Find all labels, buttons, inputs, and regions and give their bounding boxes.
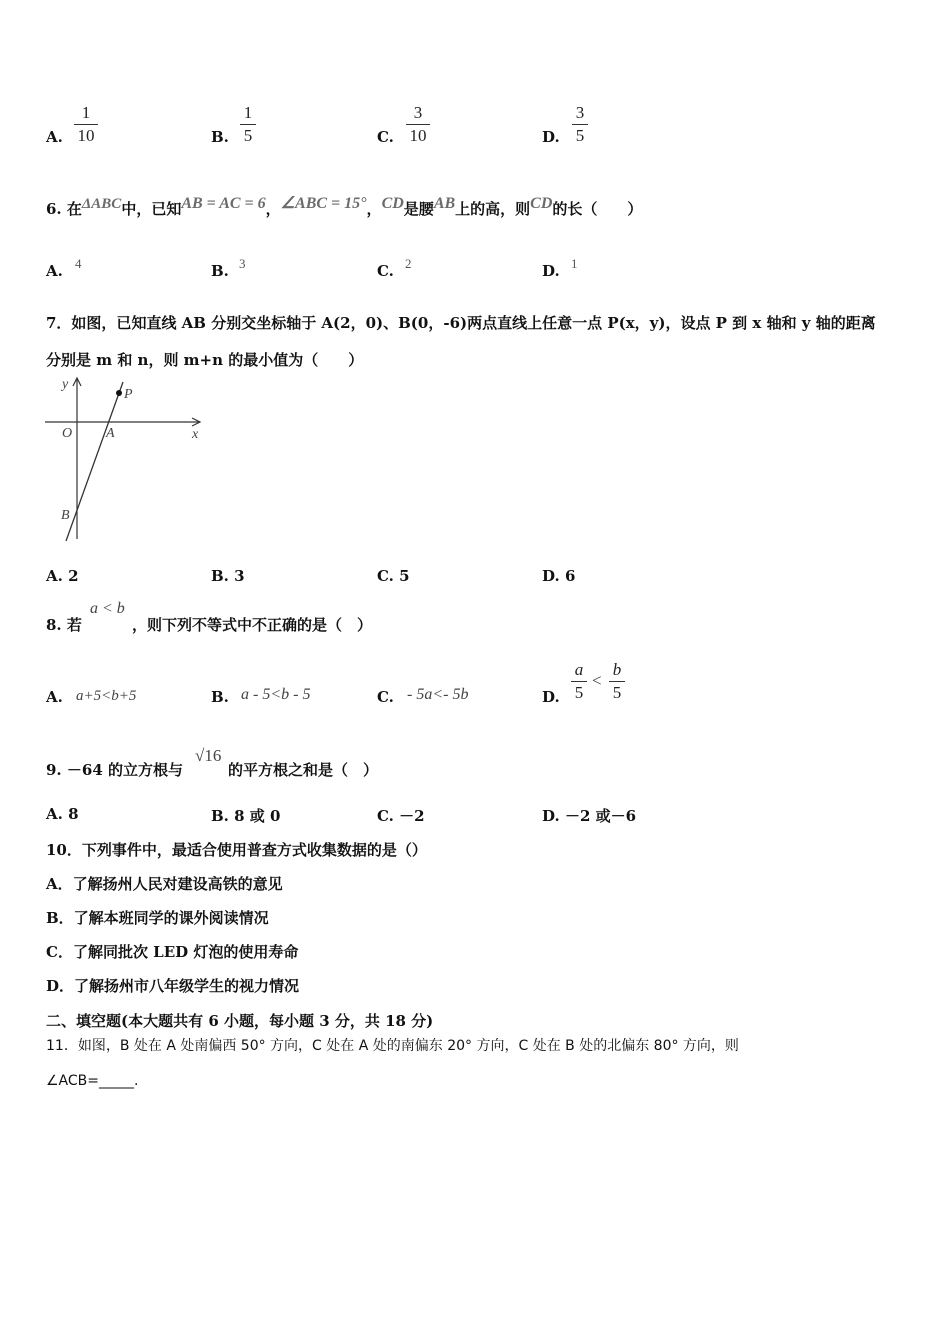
graph-label-b: B (61, 508, 70, 523)
q5-option-d-fraction (572, 103, 588, 146)
q5-b-numerator: 1 (243, 103, 253, 122)
q9-d-value: －2 或－6 (564, 807, 637, 825)
q8-d-left-numerator: a (574, 660, 584, 679)
q6-option-a-letter: A. (46, 262, 63, 280)
q6-cd: CD (381, 195, 404, 212)
q6-text-1: 中，已知 (121, 200, 182, 218)
q6-option-c-letter: C. (377, 262, 394, 280)
question-11-line-1: 11．如图，B 处在 A 处南偏西 50° 方向，C 处在 A 处的南偏东 20° 方向，C 处在 B 处的北偏东 80° 方向，则 (46, 1038, 739, 1054)
q6-option-d-letter: D. (542, 262, 560, 280)
graph-label-y: y (62, 377, 69, 392)
q7-option-b (211, 567, 245, 585)
q8-prefix: 8. 若 (46, 616, 82, 634)
q8-option-d-letter: D. (542, 688, 560, 706)
q8-option-c-value: - 5a<- 5b (407, 686, 469, 703)
q10-option-c: C．了解同批次 LED 灯泡的使用寿命 (46, 943, 299, 961)
q5-option-b-fraction (240, 103, 256, 146)
graph-label-p: P (124, 387, 133, 402)
q7-option-d (542, 567, 575, 585)
q9-d-letter: D. (542, 807, 560, 825)
q5-d-denominator: 5 (575, 126, 585, 145)
q9-c-letter: C. (377, 807, 394, 825)
q8-option-d-right-fraction (609, 660, 625, 703)
q8-d-left-denominator: 5 (574, 683, 584, 702)
q7-c-value: 5 (399, 567, 410, 585)
q10-option-b: B．了解本班同学的课外阅读情况 (46, 909, 269, 927)
q9-option-a (46, 805, 79, 823)
q9-b-letter: B. (211, 807, 229, 825)
q6-option-a-value: 4 (75, 256, 82, 271)
q5-option-b-letter: B. (211, 128, 229, 146)
q6-comma-1: ， (265, 200, 281, 218)
q6-text-4: 的长（ ） (552, 200, 643, 218)
question-7-line-1: 7．如图，已知直线 AB 分别交坐标轴于 A(2，0)、B(0，-6)两点直线上任意一点 P(x，y)，设点 P 到 x 轴和 y 轴的距离 (46, 314, 876, 332)
q9-prefix: 9. －64 的立方根与 (46, 761, 183, 779)
q8-condition: a < b (90, 600, 125, 617)
q8-option-c-letter: C. (377, 688, 394, 706)
q7-coordinate-graph (40, 374, 210, 546)
q9-option-c (377, 805, 425, 826)
question-10-stem: 10．下列事件中，最适合使用普查方式收集数据的是（） (46, 841, 427, 859)
q5-option-d-letter: D. (542, 128, 560, 146)
q5-option-a-fraction (74, 103, 98, 146)
q9-b-value: 8 或 0 (234, 807, 281, 825)
q7-b-letter: B. (211, 567, 229, 585)
q7-d-value: 6 (564, 567, 576, 585)
q6-ab: AB (433, 195, 456, 212)
q8-suffix: ，则下列不等式中不正确的是（ ） (132, 616, 373, 634)
q9-option-d (542, 805, 636, 826)
q6-condition-1: AB = AC = 6 (181, 195, 266, 212)
question-6-stem (46, 195, 643, 219)
q5-c-denominator: 10 (409, 126, 427, 145)
q10-option-a: A．了解扬州人民对建设高铁的意见 (46, 875, 283, 893)
q6-condition-2: ∠ABC = 15° (280, 195, 367, 212)
q7-option-c (377, 567, 410, 585)
q7-option-a (46, 567, 79, 585)
q6-comma-2: ， (366, 200, 382, 218)
q5-c-numerator: 3 (413, 103, 423, 122)
q9-a-letter: A. (46, 805, 63, 823)
q8-d-operator: < (592, 671, 602, 690)
q5-d-numerator: 3 (575, 103, 585, 122)
q5-option-c-letter: C. (377, 128, 394, 146)
graph-label-o: O (62, 426, 73, 441)
q7-c-letter: C. (377, 567, 394, 585)
q5-option-a-letter: A. (46, 128, 63, 146)
q6-option-d-value: 1 (571, 256, 578, 271)
graph-label-x: x (192, 427, 199, 442)
q7-a-letter: A. (46, 567, 63, 585)
q6-option-c-value: 2 (405, 256, 412, 271)
question-11-line-2: ∠ACB=_____. (46, 1073, 139, 1089)
question-7-line-2: 分别是 m 和 n，则 m+n 的最小值为（ ） (46, 351, 364, 369)
q6-triangle: ΔABC (81, 196, 122, 212)
q9-c-value: －2 (399, 807, 425, 825)
q5-a-denominator: 10 (77, 126, 95, 145)
q9-a-value: 8 (68, 805, 79, 823)
q6-text-2: 是腰 (403, 200, 434, 218)
q8-option-d-left-fraction (571, 660, 587, 703)
q8-option-b-letter: B. (211, 688, 229, 706)
line-ab (66, 382, 123, 541)
q7-a-value: 2 (68, 567, 79, 585)
q9-option-b (211, 805, 280, 826)
point-p (116, 390, 122, 396)
q5-b-denominator: 5 (243, 126, 253, 145)
q5-option-c-fraction (406, 103, 430, 146)
q9-suffix: 的平方根之和是（ ） (228, 761, 379, 779)
q7-d-letter: D. (542, 567, 560, 585)
q8-option-b-value: a - 5<b - 5 (241, 686, 311, 703)
q5-a-numerator: 1 (81, 103, 91, 122)
q8-option-a-letter: A. (46, 688, 63, 706)
q7-b-value: 3 (234, 567, 245, 585)
q8-d-right-numerator: b (612, 660, 622, 679)
q6-option-b-letter: B. (211, 262, 229, 280)
q6-cd-2: CD (530, 195, 553, 212)
q6-option-b-value: 3 (239, 256, 246, 271)
q6-prefix: 6. 在 (46, 200, 82, 218)
section-2-heading: 二、填空题(本大题共有 6 小题，每小题 3 分，共 18 分) (46, 1012, 434, 1030)
q10-option-d: D．了解扬州市八年级学生的视力情况 (46, 977, 300, 995)
q6-text-3: 上的高，则 (455, 200, 531, 218)
q9-radical: √16 (195, 746, 222, 765)
graph-label-a: A (106, 426, 115, 441)
q8-d-right-denominator: 5 (612, 683, 622, 702)
q8-option-a-value: a+5<b+5 (76, 688, 137, 704)
